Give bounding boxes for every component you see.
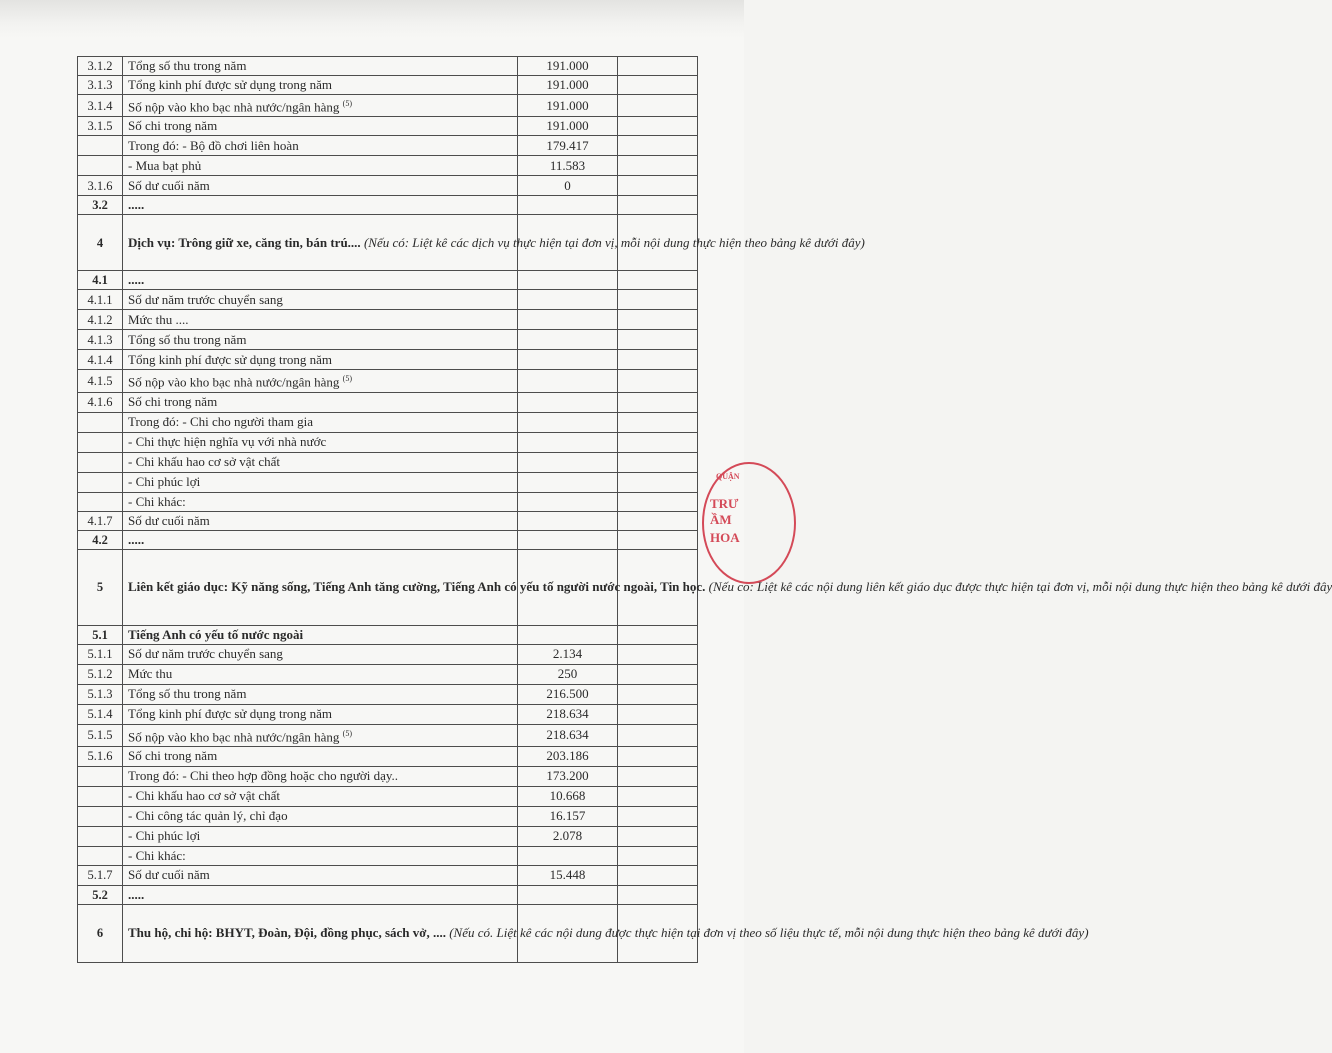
row-content: [123, 271, 518, 290]
row-number: [78, 412, 123, 432]
table-row: [78, 472, 698, 492]
table-row: [78, 271, 698, 290]
stamp-line: QUẬN: [716, 472, 740, 481]
row-label: Số chi trong năm: [128, 748, 218, 764]
row-content: [123, 196, 518, 215]
row-content: [123, 865, 518, 885]
table-row: [78, 290, 698, 310]
row-label: Tiếng Anh có yếu tố nước ngoài: [128, 626, 304, 642]
table-row: [78, 846, 698, 865]
row-label: .....: [128, 531, 145, 547]
row-label: Số nộp vào kho bạc nhà nước/ngân hàng: [128, 99, 340, 115]
row-extra-cell: [618, 530, 698, 549]
row-content: [123, 95, 518, 117]
row-label: .....: [128, 197, 145, 213]
row-number: [78, 766, 123, 786]
row-extra-cell: [618, 492, 698, 511]
row-content: [123, 644, 518, 664]
row-label: Số nộp vào kho bạc nhà nước/ngân hàng: [128, 374, 340, 390]
table-row: [78, 370, 698, 392]
table-row: [78, 786, 698, 806]
row-extra-cell: [618, 826, 698, 846]
row-extra-cell: [618, 176, 698, 196]
row-value: 191.000: [518, 117, 618, 136]
row-content: [123, 57, 518, 76]
row-content: [123, 806, 518, 826]
row-number: [78, 806, 123, 826]
row-value: [518, 310, 618, 330]
row-value: 218.634: [518, 724, 618, 746]
row-extra-cell: [618, 625, 698, 644]
row-number: [78, 826, 123, 846]
row-label: Mức thu: [128, 666, 173, 682]
row-label: - Chi khác:: [128, 493, 186, 509]
row-extra-cell: [618, 392, 698, 412]
table-row: [78, 215, 698, 271]
row-number: [78, 452, 123, 472]
row-label: Trong đó: - Chi cho người tham gia: [128, 414, 313, 430]
row-content: [123, 724, 518, 746]
table-row: [78, 330, 698, 350]
row-label: Mức thu ....: [128, 311, 189, 327]
table-row: [78, 885, 698, 904]
table-row: [78, 156, 698, 176]
table-row: [78, 310, 698, 330]
table-row: [78, 392, 698, 412]
row-value: 191.000: [518, 95, 618, 117]
table-row: [78, 746, 698, 766]
row-label: - Chi thực hiện nghĩa vụ với nhà nước: [128, 434, 327, 450]
row-extra-cell: [618, 271, 698, 290]
row-content: [123, 290, 518, 310]
row-content: [123, 885, 518, 904]
row-extra-cell: [618, 704, 698, 724]
row-value: 179.417: [518, 136, 618, 156]
row-extra-cell: [618, 95, 698, 117]
heading-note: (Nếu có: Liệt kê các dịch vụ thực hiện tại đơn vị, mỗi nội dung thực hiện theo bảng kê dưới đây): [363, 234, 865, 250]
row-number: [78, 432, 123, 452]
row-content: [123, 664, 518, 684]
row-extra-cell: [618, 370, 698, 392]
table-row: [78, 432, 698, 452]
row-content: [123, 625, 518, 644]
row-number: 3.1.4: [78, 95, 123, 117]
row-content: [123, 684, 518, 704]
row-extra-cell: [618, 136, 698, 156]
row-number: 4.1.2: [78, 310, 123, 330]
row-number: 4.1: [78, 271, 123, 290]
heading-title: Dịch vụ: Trông giữ xe, căng tin, bán trú....: [128, 234, 361, 250]
row-label: Số dư cuối năm: [128, 512, 210, 528]
row-number: 5.2: [78, 885, 123, 904]
row-value: 2.134: [518, 644, 618, 664]
row-value: [518, 412, 618, 432]
row-extra-cell: [618, 885, 698, 904]
red-seal-stamp: [702, 462, 796, 584]
row-value: 216.500: [518, 684, 618, 704]
row-label: Số chi trong năm: [128, 118, 218, 134]
table-row: [78, 644, 698, 664]
row-label: Số dư năm trước chuyển sang: [128, 646, 283, 662]
row-number: 4.1.4: [78, 350, 123, 370]
row-content: [123, 472, 518, 492]
row-value: [518, 452, 618, 472]
footnote-marker: (5): [342, 374, 352, 384]
row-number: 5.1.3: [78, 684, 123, 704]
row-content: [123, 412, 518, 432]
row-content: [123, 76, 518, 95]
footnote-marker: (5): [342, 99, 352, 108]
row-number: 3.1.3: [78, 76, 123, 95]
row-extra-cell: [618, 57, 698, 76]
row-value: [518, 846, 618, 865]
heading-title: Thu hộ, chi hộ: BHYT, Đoàn, Đội, đồng phục, sách vở, ....: [128, 925, 446, 941]
table-row: [78, 350, 698, 370]
row-content: [123, 826, 518, 846]
row-number: 5.1: [78, 625, 123, 644]
row-number: 4: [78, 215, 123, 271]
row-value: 218.634: [518, 704, 618, 724]
row-label: Tổng số thu trong năm: [128, 58, 247, 73]
row-content: [123, 350, 518, 370]
table-row: [78, 704, 698, 724]
row-number: 5.1.4: [78, 704, 123, 724]
table-row: [78, 95, 698, 117]
row-content: [123, 530, 518, 549]
row-label: Số dư cuối năm: [128, 867, 210, 883]
row-number: 5.1.6: [78, 746, 123, 766]
row-extra-cell: [618, 724, 698, 746]
heading-note: (Nếu có: Liệt kê các nội dung liên kết giáo dục được thực hiện tại đơn vị, mỗi nội dung thực hiện theo bảng kê dưới đây: [708, 579, 1332, 595]
table-row: [78, 511, 698, 530]
row-extra-cell: [618, 452, 698, 472]
stamp-line: TRƯ: [710, 496, 739, 511]
row-extra-cell: [618, 290, 698, 310]
row-label: - Chi khấu hao cơ sở vật chất: [128, 788, 281, 804]
row-value: 16.157: [518, 806, 618, 826]
row-extra-cell: [618, 664, 698, 684]
row-content: [123, 846, 518, 865]
table-row: [78, 196, 698, 215]
table-row: [78, 76, 698, 95]
row-value: 203.186: [518, 746, 618, 766]
row-extra-cell: [618, 746, 698, 766]
row-value: [518, 330, 618, 350]
row-value: 2.078: [518, 826, 618, 846]
row-label: Số nộp vào kho bạc nhà nước/ngân hàng: [128, 728, 340, 744]
row-extra-cell: [618, 156, 698, 176]
row-content: [123, 392, 518, 412]
row-label: Trong đó: - Bộ đồ chơi liên hoàn: [128, 137, 299, 153]
row-content: [123, 117, 518, 136]
row-extra-cell: [618, 786, 698, 806]
row-label: Tổng kinh phí được sử dụng trong năm: [128, 351, 333, 367]
row-extra-cell: [618, 76, 698, 95]
table-row: [78, 806, 698, 826]
row-number: [78, 472, 123, 492]
row-number: [78, 846, 123, 865]
table-row: [78, 452, 698, 472]
stamp-line: HOA: [710, 530, 740, 545]
table-row: [78, 865, 698, 885]
row-content: [123, 766, 518, 786]
row-value: [518, 530, 618, 549]
row-content: [123, 786, 518, 806]
row-label: Trong đó: - Chi theo hợp đồng hoặc cho người dạy..: [128, 768, 399, 784]
row-content: [123, 136, 518, 156]
row-content: [123, 511, 518, 530]
row-value: 191.000: [518, 57, 618, 76]
table-row: [78, 724, 698, 746]
row-number: 4.2: [78, 530, 123, 549]
row-number: 5: [78, 549, 123, 625]
row-extra-cell: [618, 806, 698, 826]
row-extra-cell: [618, 310, 698, 330]
row-number: 3.2: [78, 196, 123, 215]
row-extra-cell: [618, 846, 698, 865]
row-extra-cell: [618, 350, 698, 370]
row-extra-cell: [618, 644, 698, 664]
table-row: [78, 412, 698, 432]
row-number: 3.1.2: [78, 57, 123, 76]
row-value: 15.448: [518, 865, 618, 885]
section-heading: [123, 215, 865, 271]
row-extra-cell: [618, 766, 698, 786]
table-row: [78, 549, 698, 625]
heading-note: (Nếu có. Liệt kê các nội dung được thực hiện tại đơn vị theo số liệu thực tế, mỗi nội dung thực hiện theo bảng kê dưới đây): [449, 925, 1089, 941]
row-content: [123, 156, 518, 176]
section-heading: [123, 549, 1332, 625]
table-row: [78, 826, 698, 846]
row-value: [518, 885, 618, 904]
row-content: [123, 310, 518, 330]
row-number: 5.1.7: [78, 865, 123, 885]
row-label: Số chi trong năm: [128, 394, 218, 410]
stamp-line: ẦM: [710, 512, 732, 527]
row-number: 5.1.5: [78, 724, 123, 746]
table-row: [78, 625, 698, 644]
row-number: 5.1.2: [78, 664, 123, 684]
table-row: [78, 136, 698, 156]
row-number: 5.1.1: [78, 644, 123, 664]
row-extra-cell: [618, 330, 698, 350]
row-content: [123, 492, 518, 511]
row-label: - Chi công tác quản lý, chỉ đạo: [128, 808, 288, 824]
table-row: [78, 904, 698, 962]
row-value: 10.668: [518, 786, 618, 806]
row-label: - Chi phúc lợi: [128, 828, 201, 844]
row-label: - Chi khấu hao cơ sở vật chất: [128, 454, 281, 470]
footnote-marker: (5): [342, 728, 352, 738]
row-number: 4.1.5: [78, 370, 123, 392]
row-value: [518, 392, 618, 412]
row-value: 0: [518, 176, 618, 196]
row-content: [123, 176, 518, 196]
table-row: [78, 57, 698, 76]
row-number: [78, 156, 123, 176]
row-number: 6: [78, 904, 123, 962]
row-value: [518, 432, 618, 452]
row-extra-cell: [618, 865, 698, 885]
table-row: [78, 492, 698, 511]
row-label: .....: [128, 886, 145, 902]
row-content: [123, 370, 518, 392]
row-label: .....: [128, 272, 145, 288]
row-number: 4.1.7: [78, 511, 123, 530]
row-label: Số dư cuối năm: [128, 177, 210, 193]
scan-top-shadow: [0, 0, 744, 38]
row-label: - Chi phúc lợi: [128, 474, 201, 490]
row-value: 191.000: [518, 76, 618, 95]
row-label: Tổng kinh phí được sử dụng trong năm: [128, 77, 333, 92]
heading-title: Liên kết giáo dục: Kỹ năng sống, Tiếng Anh tăng cường, Tiếng Anh có yếu tố người nước ngoài, Tin học.: [128, 579, 706, 595]
row-value: 11.583: [518, 156, 618, 176]
row-number: [78, 136, 123, 156]
row-value: [518, 492, 618, 511]
row-extra-cell: [618, 511, 698, 530]
row-label: Tổng số thu trong năm: [128, 686, 247, 702]
row-number: 3.1.5: [78, 117, 123, 136]
row-number: [78, 786, 123, 806]
row-value: [518, 370, 618, 392]
row-value: [518, 290, 618, 310]
row-extra-cell: [618, 684, 698, 704]
row-number: 4.1.1: [78, 290, 123, 310]
row-value: [518, 350, 618, 370]
row-content: [123, 330, 518, 350]
row-label: - Chi khác:: [128, 847, 186, 863]
row-number: 4.1.3: [78, 330, 123, 350]
row-value: 250: [518, 664, 618, 684]
table-row: [78, 176, 698, 196]
row-label: Tổng kinh phí được sử dụng trong năm: [128, 706, 333, 722]
row-extra-cell: [618, 117, 698, 136]
row-value: 173.200: [518, 766, 618, 786]
row-extra-cell: [618, 472, 698, 492]
table-row: [78, 117, 698, 136]
row-number: [78, 492, 123, 511]
row-extra-cell: [618, 432, 698, 452]
table-row: [78, 530, 698, 549]
row-content: [123, 432, 518, 452]
row-number: 4.1.6: [78, 392, 123, 412]
row-extra-cell: [618, 196, 698, 215]
row-number: 3.1.6: [78, 176, 123, 196]
row-value: [518, 196, 618, 215]
row-label: - Mua bạt phủ: [128, 157, 202, 173]
table-row: [78, 766, 698, 786]
section-heading: [123, 904, 1089, 962]
table-row: [78, 684, 698, 704]
row-value: [518, 271, 618, 290]
row-extra-cell: [618, 412, 698, 432]
row-value: [518, 511, 618, 530]
row-value: [518, 472, 618, 492]
row-value: [518, 625, 618, 644]
row-content: [123, 704, 518, 724]
row-label: Tổng số thu trong năm: [128, 331, 247, 347]
row-label: Số dư năm trước chuyển sang: [128, 291, 283, 307]
row-content: [123, 746, 518, 766]
row-content: [123, 452, 518, 472]
table-row: [78, 664, 698, 684]
